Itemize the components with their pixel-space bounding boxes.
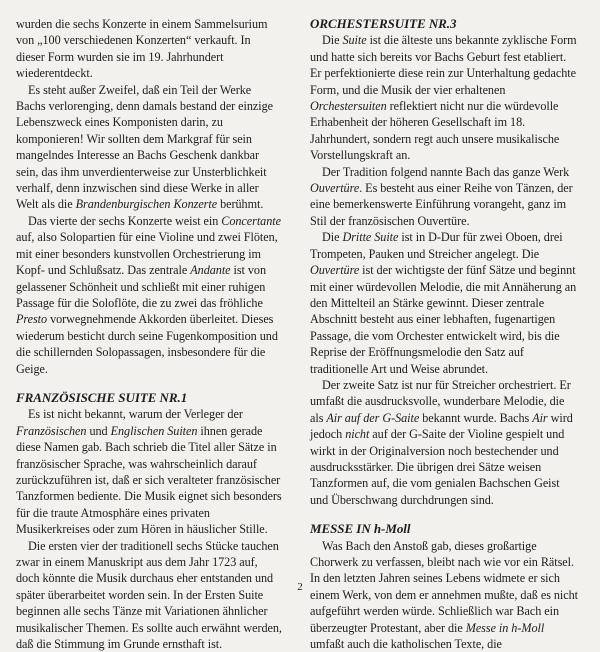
paragraph: Die ersten vier der traditionell sechs Stücke tauchen zwar in einem Manuskript aus dem Jahr 1723 auf, doch könnte die Musik durchaus eher entstanden und später überarbeitet worden sein. In der Ersten Suite beginnen alle sechs Tänze mit Variationen ähnlicher musikalischer Themen. Es sollte auch erwähnt werden, daß die Stimmung im Grunde ernsthaft ist. [16,538,282,652]
paragraph: Das vierte der sechs Konzerte weist ein Concertante auf, also Solopartien für eine Violine und zwei Flöten, mit einer besonders kunstvollen Orchestrierung im Kopf- und Schlußsatz. Das zentrale Andante ist von gelassener Schönheit und schließt mit einer ruhigen Passage für die Soloflöte, die zu zwei das fröhliche Presto vorwegnehmende Akkorden überleitet. Dieses wiederum besticht durch seine Fugenkomposition und die schillernden Solopassagen, insbesondere für die Geige. [16,213,281,376]
paragraph: Es steht außer Zweifel, daß ein Teil der Werke Bachs verlorenging, denn damals bestand der einzige Lebenszweck eines Komponisten darin, zu komponieren! Wir sollten dem Markgraf für sein mangelndes Interesse an Bachs Geschenk dankbar sein, das ihm unverdienterweise zur Unsterblichkeit verhalf, denn inzwischen sind diese Werke in aller Welt als die Brandenburgischen Konzerte berühmt. [16,82,274,212]
left-column [16,16,282,652]
paragraph: wurden die sechs Konzerte in einem Sammelsurium von „100 verschiedenen Konzerten“ verkauft. In dieser Form wurden sie im 19. Jahrhundert wiederentdeckt. [16,17,268,81]
paragraph: Die Dritte Suite ist in D-Dur für zwei Oboen, drei Trompeten, Pauken und Streicher angelegt. Die Ouvertüre ist der wichtigste der fünf Sätze und beginnt mit einer würdevollen Melodie, die mit Annäherung an den Mittelteil an Stärke gewinnt. Dieser zentrale Abschnitt besteht aus einer lebhaften, fugenartigen Passage, die vom Orchester entwickelt wird, bis die Reprise der Eröffnungsmelodie den Satz auf traditionelle Art und Weise abrundet. [310,230,577,376]
section-heading: FRANZÖSISCHE SUITE NR.1 [16,389,188,405]
page-number: 2 [297,581,303,593]
paragraph: Was Bach den Anstoß gab, dieses großartige Chorwerk zu verfassen, bleibt nach wie vor ein Rätsel. In den letzten Jahren seines Lebens widmete er sich einem Werk, von dem er annehmen mußte, daß es nicht aufgeführt werden würde. Schließlich war Bach ein überzeugter Protestant, aber die Messe in h-Moll umfaßt auch die katholischen Texte, die [310,538,579,652]
paragraph: Es ist nicht bekannt, warum der Verleger der Französischen und Englischen Suiten ihnen gerade diese Namen gab. Bach schrieb die Titel aller Sätze in französischer Sprache, was wahrscheinlich darauf zurückzuführen ist, daß er sich veralteter französischer Tanzformen bediente. Die Musik eignet sich besonders für die traute Atmosphäre eines privaten Musikerkreises oder zum Hören in häuslicher Stille. [16,407,282,537]
section-heading: ORCHESTERSUITE NR.3 [310,16,457,31]
paragraph: Der Tradition folgend nannte Bach das ganze Werk Ouvertüre. Es besteht aus einer Reihe von Tänzen, der eine bemerkenswerte Einführung vorangeht, ganz im Stil der französischen Ouvertüre. [310,164,573,228]
section-heading: MESSE IN h-Moll [310,521,411,537]
paragraph: Der zweite Satz ist nur für Streicher orchestriert. Er umfaßt die ausdrucksvolle, wunderbare Melodie, die als Air auf der G-Saite bekannt wurde. Bachs Air wird jedoch nicht auf der G-Saite der Violine gespielt und wirkt in der Originalversion noch bestechender und ausdrucksstärker. Die übrigen drei Sätze weisen Tanzformen auf, die vom genialen Bachschen Geist und Überschwang durchdrungen sind. [310,377,573,507]
paragraph: Die Suite ist die älteste uns bekannte zyklische Form und hatte sich bereits vor Bachs Geburt fest etabliert. Er perfektionierte diese rein zur Unterhaltung gedachte Form, und die Musik der vier erhaltenen Orchestersuiten reflektiert nicht nur die würdevolle Erhabenheit der höheren Gesellschaft im 18. Jahrhundert, sondern regt auch unsere musikalische Vorstellungskraft an. [310,33,577,163]
right-column [310,16,578,652]
